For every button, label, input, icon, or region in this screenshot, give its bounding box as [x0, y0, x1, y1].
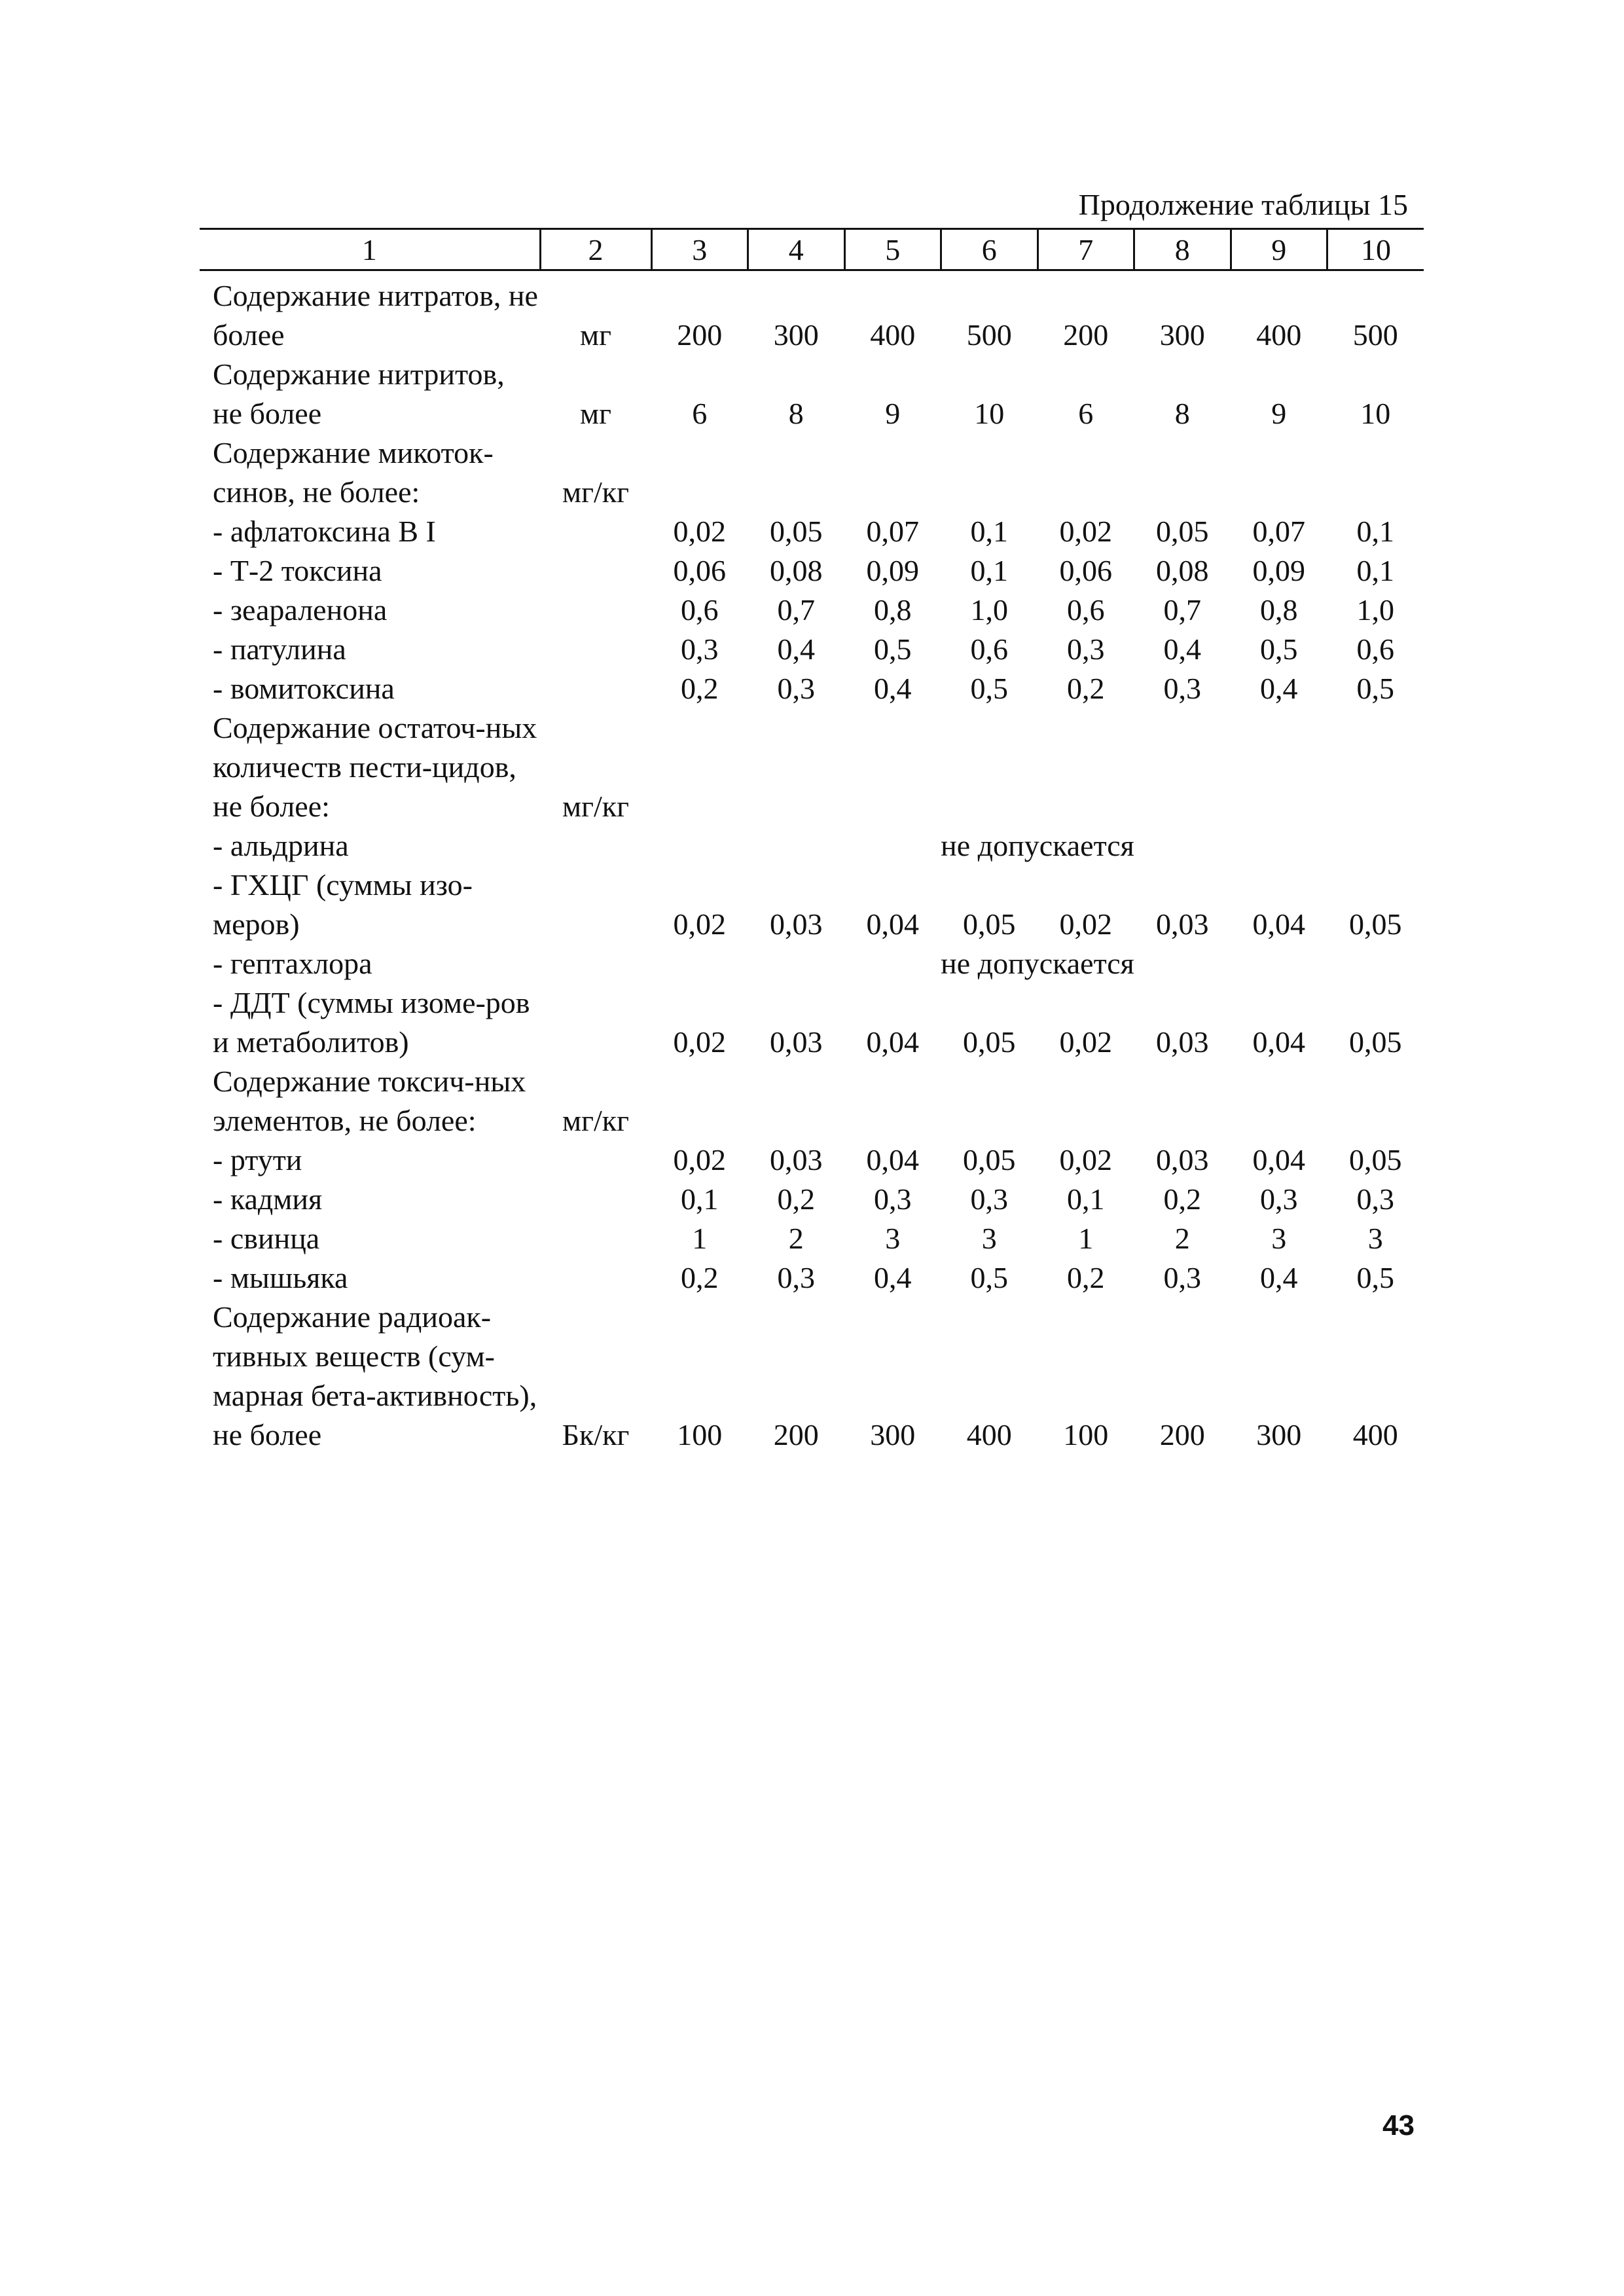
value-cell: [1038, 1062, 1134, 1140]
row-label: Содержание радиоак-тивных веществ (сум-марная бета-активность), не более: [213, 1300, 537, 1451]
column-header: 8: [1134, 229, 1231, 270]
row-unit: мг: [580, 397, 611, 430]
value-cell: 0,04: [866, 1025, 919, 1059]
row-unit: [540, 983, 651, 1062]
value-cell: [1038, 433, 1134, 512]
row-unit: [540, 551, 651, 591]
column-header: 5: [844, 229, 941, 270]
row-unit: [540, 944, 651, 983]
row-label: Содержание нитритов, не более: [213, 357, 505, 430]
table-row: [200, 1258, 1424, 1298]
value-cell: 0,4: [874, 672, 912, 705]
value-cell: 0,5: [1356, 1261, 1394, 1294]
row-label: - гептахлора: [213, 947, 372, 980]
value-cell: 0,3: [970, 1182, 1008, 1216]
value-cell: 0,05: [963, 1143, 1016, 1176]
value-cell: 0,3: [681, 632, 719, 666]
value-cell: 0,3: [1067, 632, 1105, 666]
value-cell: 0,05: [1349, 1025, 1402, 1059]
value-cell: 0,2: [1163, 1182, 1201, 1216]
value-cell: 2: [1174, 1222, 1190, 1255]
column-header: 9: [1231, 229, 1327, 270]
value-cell: 0,06: [1059, 554, 1112, 587]
value-cell: [941, 1062, 1038, 1140]
value-cell: [844, 708, 941, 826]
column-header: 6: [941, 229, 1038, 270]
value-cell: 200: [773, 1418, 819, 1451]
value-cell: [651, 1062, 748, 1140]
value-cell: 400: [870, 318, 916, 352]
value-cell: 1,0: [970, 593, 1008, 627]
value-cell: 0,3: [777, 672, 815, 705]
table-caption: Продолжение таблицы 15: [1078, 188, 1408, 221]
value-cell: 0,3: [874, 1182, 912, 1216]
value-cell: 0,09: [866, 554, 919, 587]
value-cell: 0,1: [1356, 515, 1394, 548]
column-header: 3: [651, 229, 748, 270]
value-cell: 0,1: [1067, 1182, 1105, 1216]
value-cell: 0,05: [963, 907, 1016, 941]
value-cell: 0,8: [874, 593, 912, 627]
value-cell: 0,4: [1163, 632, 1201, 666]
column-header: 4: [748, 229, 845, 270]
table-row: [200, 1298, 1424, 1455]
value-cell: 400: [1352, 1418, 1398, 1451]
value-cell: 0,3: [1260, 1182, 1298, 1216]
row-label: - зеараленона: [213, 593, 388, 627]
value-cell: 9: [1271, 397, 1287, 430]
value-cell: 0,05: [1349, 907, 1402, 941]
value-cell: 0,03: [770, 1025, 823, 1059]
value-cell: 0,07: [1252, 515, 1305, 548]
row-label: Содержание токсич-ных элементов, не более:: [213, 1065, 526, 1137]
value-cell: 0,08: [770, 554, 823, 587]
row-unit: [540, 1258, 651, 1298]
row-unit: Бк/кг: [562, 1418, 630, 1451]
value-cell: 0,02: [1059, 515, 1112, 548]
value-cell: 0,5: [1260, 632, 1298, 666]
value-cell: [1231, 433, 1327, 512]
value-cell: 200: [677, 318, 723, 352]
value-cell: [748, 708, 845, 826]
table-row: [200, 1140, 1424, 1180]
value-cell: 0,02: [673, 515, 726, 548]
table-row: [200, 866, 1424, 944]
value-cell: 0,3: [1163, 1261, 1201, 1294]
value-cell: 0,3: [1163, 672, 1201, 705]
table-row: [200, 512, 1424, 551]
value-cell: [941, 708, 1038, 826]
row-unit: мг/кг: [562, 790, 629, 823]
table-row: [200, 944, 1424, 983]
row-unit: [540, 866, 651, 944]
value-cell: [1231, 708, 1327, 826]
value-cell: 6: [1078, 397, 1094, 430]
value-cell: 200: [1063, 318, 1109, 352]
value-cell: [748, 433, 845, 512]
row-label: - патулина: [213, 632, 346, 666]
value-cell: 0,5: [970, 672, 1008, 705]
value-cell: 0,3: [1356, 1182, 1394, 1216]
value-cell: 300: [870, 1418, 916, 1451]
value-cell: 8: [1174, 397, 1190, 430]
value-cell: [844, 1062, 941, 1140]
row-unit: [540, 1219, 651, 1258]
table-row: [200, 355, 1424, 433]
row-unit: [540, 591, 651, 630]
span-value: не допускается: [941, 829, 1134, 862]
value-cell: 0,03: [770, 907, 823, 941]
table-row: [200, 551, 1424, 591]
table-row: [200, 270, 1424, 355]
value-cell: 100: [1063, 1418, 1109, 1451]
column-header: 7: [1038, 229, 1134, 270]
value-cell: 0,02: [1059, 1143, 1112, 1176]
row-unit: [540, 1140, 651, 1180]
value-cell: 0,07: [866, 515, 919, 548]
value-cell: 0,1: [1356, 554, 1394, 587]
value-cell: 200: [1159, 1418, 1205, 1451]
value-cell: 0,2: [681, 672, 719, 705]
value-cell: 2: [788, 1222, 804, 1255]
value-cell: 0,02: [1059, 907, 1112, 941]
value-cell: 0,4: [777, 632, 815, 666]
value-cell: 0,02: [673, 907, 726, 941]
header-row: [200, 229, 1424, 270]
value-cell: 300: [773, 318, 819, 352]
table-row: [200, 826, 1424, 866]
value-cell: 8: [788, 397, 804, 430]
value-cell: 6: [692, 397, 708, 430]
value-cell: 1: [1078, 1222, 1094, 1255]
value-cell: 3: [1271, 1222, 1287, 1255]
row-label: - ДДТ (суммы изоме-ров и метаболитов): [213, 986, 530, 1059]
value-cell: 400: [966, 1418, 1012, 1451]
row-label: Содержание микоток-синов, не более:: [213, 436, 494, 509]
row-label: - кадмия: [213, 1182, 323, 1216]
value-cell: [1231, 1062, 1327, 1140]
row-label: - ртути: [213, 1143, 302, 1176]
value-cell: 0,3: [777, 1261, 815, 1294]
value-cell: 0,7: [777, 593, 815, 627]
row-unit: мг/кг: [562, 475, 629, 509]
value-cell: 10: [974, 397, 1005, 430]
row-label: Содержание нитратов, не более: [213, 279, 538, 352]
value-cell: 3: [1367, 1222, 1383, 1255]
value-cell: 0,02: [673, 1143, 726, 1176]
value-cell: 0,1: [970, 554, 1008, 587]
row-label: Содержание остаточ-ных количеств пести-цидов, не более:: [213, 711, 537, 823]
value-cell: 300: [1256, 1418, 1302, 1451]
row-unit: [540, 669, 651, 708]
value-cell: 0,4: [1260, 1261, 1298, 1294]
value-cell: 0,04: [866, 1143, 919, 1176]
table-row: [200, 630, 1424, 669]
table-body: [200, 270, 1424, 1455]
value-cell: 0,06: [673, 554, 726, 587]
value-cell: 0,03: [1156, 1025, 1209, 1059]
continuation-table: [200, 228, 1424, 1455]
table-row: [200, 983, 1424, 1062]
value-cell: 0,05: [770, 515, 823, 548]
value-cell: 0,05: [963, 1025, 1016, 1059]
value-cell: 0,02: [673, 1025, 726, 1059]
row-label: - вомитоксина: [213, 672, 395, 705]
value-cell: 400: [1256, 318, 1302, 352]
value-cell: 0,04: [1252, 1025, 1305, 1059]
value-cell: 0,5: [970, 1261, 1008, 1294]
table-row: [200, 669, 1424, 708]
value-cell: 0,2: [1067, 672, 1105, 705]
value-cell: 1,0: [1356, 593, 1394, 627]
value-cell: 0,4: [874, 1261, 912, 1294]
row-unit: мг: [580, 318, 611, 352]
column-header: 10: [1327, 229, 1424, 270]
value-cell: [1134, 1062, 1231, 1140]
value-cell: [1134, 708, 1231, 826]
value-cell: 0,05: [1349, 1143, 1402, 1176]
value-cell: 0,2: [1067, 1261, 1105, 1294]
value-cell: 300: [1159, 318, 1205, 352]
value-cell: [1327, 708, 1424, 826]
row-unit: [540, 630, 651, 669]
column-header: 1: [200, 229, 540, 270]
value-cell: [651, 433, 748, 512]
value-cell: 0,05: [1156, 515, 1209, 548]
table-row: [200, 1180, 1424, 1219]
value-cell: 0,4: [1260, 672, 1298, 705]
value-cell: 0,04: [866, 907, 919, 941]
value-cell: [651, 708, 748, 826]
value-cell: 100: [677, 1418, 723, 1451]
value-cell: 0,2: [777, 1182, 815, 1216]
value-cell: 0,04: [1252, 1143, 1305, 1176]
value-cell: 0,7: [1163, 593, 1201, 627]
value-cell: 0,02: [1059, 1025, 1112, 1059]
row-label: - альдрина: [213, 829, 349, 862]
value-cell: 0,6: [681, 593, 719, 627]
row-label: - свинца: [213, 1222, 320, 1255]
row-unit: [540, 1180, 651, 1219]
value-cell: 0,04: [1252, 907, 1305, 941]
table-row: [200, 1219, 1424, 1258]
value-cell: 0,2: [681, 1261, 719, 1294]
table-row: [200, 708, 1424, 826]
value-cell: 0,5: [874, 632, 912, 666]
value-cell: 500: [966, 318, 1012, 352]
value-cell: [844, 433, 941, 512]
column-header: 2: [540, 229, 651, 270]
page-number: 43: [1382, 2109, 1415, 2141]
value-cell: [1134, 433, 1231, 512]
row-label: - Т-2 токсина: [213, 554, 382, 587]
value-cell: 500: [1352, 318, 1398, 352]
value-cell: 1: [692, 1222, 708, 1255]
table-row: [200, 1062, 1424, 1140]
value-cell: 0,03: [770, 1143, 823, 1176]
value-cell: 0,03: [1156, 907, 1209, 941]
value-cell: [941, 433, 1038, 512]
value-cell: 0,8: [1260, 593, 1298, 627]
value-cell: 0,08: [1156, 554, 1209, 587]
value-cell: 0,09: [1252, 554, 1305, 587]
value-cell: 3: [981, 1222, 997, 1255]
value-cell: [748, 1062, 845, 1140]
value-cell: 0,6: [1356, 632, 1394, 666]
value-cell: 0,03: [1156, 1143, 1209, 1176]
value-cell: [1327, 433, 1424, 512]
value-cell: [1327, 1062, 1424, 1140]
table-row: [200, 591, 1424, 630]
value-cell: 0,1: [970, 515, 1008, 548]
row-label: - мышьяка: [213, 1261, 348, 1294]
value-cell: [1038, 708, 1134, 826]
table-row: [200, 433, 1424, 512]
row-label: - ГХЦГ (суммы изо-меров): [213, 868, 473, 941]
span-value: не допускается: [941, 947, 1134, 980]
value-cell: 9: [885, 397, 901, 430]
value-cell: 0,1: [681, 1182, 719, 1216]
value-cell: 0,6: [1067, 593, 1105, 627]
value-cell: 10: [1360, 397, 1391, 430]
row-unit: [540, 826, 651, 866]
value-cell: 0,6: [970, 632, 1008, 666]
row-label: - афлатоксина В I: [213, 515, 436, 548]
value-cell: 3: [885, 1222, 901, 1255]
row-unit: мг/кг: [562, 1104, 629, 1137]
value-cell: 0,5: [1356, 672, 1394, 705]
row-unit: [540, 512, 651, 551]
